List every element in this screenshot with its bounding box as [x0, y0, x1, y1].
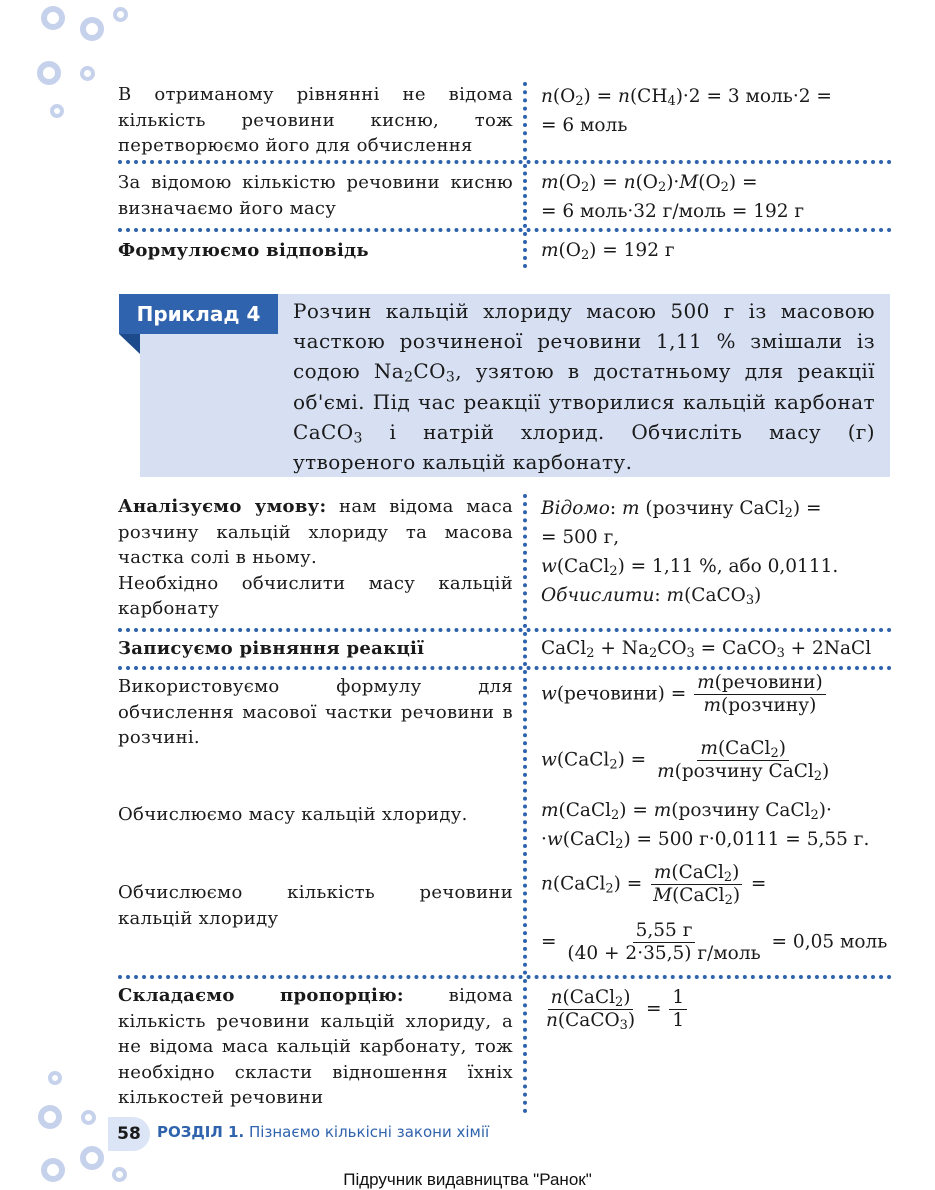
formula-line: Відомо: m (розчину CaCl$_2$) = — [541, 498, 822, 522]
formula-mass-fraction-cacl2: w(CaCl$_2$) = $\frac{m(CaCl_2)}{m(розчину CaCl_2)}$ — [541, 738, 834, 783]
fraction: $\frac{m(CaCl_2)}{m(розчину CaCl_2)}$ — [657, 738, 830, 785]
step-formula — [523, 979, 892, 1113]
bubble-decoration — [50, 104, 64, 118]
formula-line: = 500 г, — [541, 527, 620, 548]
solution-row — [118, 164, 892, 232]
bubble-decoration — [38, 1105, 62, 1129]
fraction: $\frac{1}{1}$ — [669, 987, 687, 1032]
formula-line: ·w(CaCl$_2$) = 500 г·0,0111 = 5,55 г. — [541, 829, 870, 853]
reaction-equation: CaCl$_2$ + $Na_2CO_3$ = CaCO$_3$ + 2NaCl — [541, 638, 872, 662]
bubble-decoration — [81, 1110, 96, 1125]
step-description: Складаємо пропорцію: відома кількість речовини кальцій хлориду, а не відома маса кальцій карбонату, тож необхідно скласти відношення їхніх кількостей речовини — [118, 985, 513, 1108]
step-formula — [523, 232, 892, 268]
formula-line: $m(O_2) = 192$ г — [541, 240, 675, 264]
bubble-decoration — [113, 7, 128, 22]
formula-line: w(CaCl$_2$) = 1,11 %, або 0,0111. — [541, 556, 839, 580]
formula-line: = 6 моль·32 г/моль = 192 г — [541, 201, 805, 222]
page-number: 58 — [108, 1117, 150, 1151]
step-formula — [523, 670, 892, 975]
bubble-decoration — [80, 17, 104, 41]
section-title: РОЗДІЛ 1. Пізнаємо кількісні закони хімії — [157, 1123, 490, 1141]
example-problem-text: Розчин кальцій хлориду масою 500 г із масовою часткою розчиненої речовини 1,11 % змішали із содою $Na_2CO_3$, узятою в достатньому для реакції об'ємі. Під час реакції утворилися кальцій карбонат CaCO$_3$ і натрій хлорид. Обчисліть масу (г) утвореного кальцій карбонату. — [293, 299, 875, 475]
step-formula — [523, 82, 892, 160]
solution-table-bottom — [118, 494, 892, 1113]
condition-goal: Необхідно обчислити масу кальцій карбонату — [118, 572, 513, 619]
solution-row — [118, 979, 892, 1113]
step-text: Використовуємо формулу для обчислення масової частки речовини в розчині. — [118, 676, 513, 748]
formula-line: Обчислити: m(CaCO$_3$) — [541, 585, 762, 609]
condition-analysis: Аналізуємо умову: нам відома маса розчину кальцій хлориду та масова частка солі в ньому. — [118, 496, 513, 568]
step-description — [118, 494, 523, 628]
step-text: Обчислюємо масу кальцій хлориду. — [118, 804, 468, 825]
formula-line: = 6 моль — [541, 115, 628, 136]
formula-mass-fraction: w(речовини) = $\frac{\text{m(речовини)}}{\text{m(розчину)}}$ — [541, 672, 828, 717]
step-description: В отриманому рівнянні не відома кількість речовини кисню, тож перетворюємо його для обчислення — [118, 84, 513, 156]
fraction: $\frac{\text{m(речовини)}}{\text{m(розчину)}}$ — [694, 672, 826, 717]
solution-table-top — [118, 82, 892, 268]
formula-line: $n(O_2) = n(CH_4)\cdot 2 = 3$ моль·2 = — [541, 86, 832, 110]
example-label: Приклад 4 — [119, 294, 278, 334]
step-description: Записуємо рівняння реакції — [118, 638, 425, 659]
example-label-fold — [119, 334, 140, 354]
solution-row — [118, 632, 892, 670]
bubble-decoration — [37, 61, 61, 85]
formula-amount-cacl2: n(CaCl$_2$) = $\frac{m(CaCl_2)}{M(CaCl_2)}$ = — [541, 862, 767, 909]
step-description — [118, 670, 523, 975]
solution-row — [118, 232, 892, 268]
fraction: $\frac{n(CaCl_2)}{n(CaCO_3)}$ — [546, 987, 636, 1034]
publisher-caption: Підручник видавництва "Ранок" — [343, 1170, 592, 1189]
bubble-decoration — [48, 1071, 62, 1085]
step-description: За відомою кількістю речовини кисню визначаємо його масу — [118, 172, 513, 219]
solution-row — [118, 494, 892, 632]
formula-line: $m(O_2) = n(O_2)\cdot M(O_2)$ = — [541, 172, 758, 196]
bubble-decoration — [80, 66, 95, 81]
step-formula — [523, 632, 892, 666]
formula-line: m(CaCl$_2$) = m(розчину CaCl$_2$)· — [541, 800, 832, 824]
step-description: Формулюємо відповідь — [118, 240, 369, 261]
solution-row — [118, 82, 892, 164]
bubble-decoration — [80, 1146, 104, 1170]
solution-row — [118, 670, 892, 979]
formula-proportion: $\frac{n(CaCl_2)}{n(CaCO_3)}$ = $\frac{1}{1}$ — [541, 987, 892, 1032]
step-formula — [523, 164, 892, 228]
fraction: $\frac{5,55 г}{\text{(40 + 2·35,5) г/моль}}$ — [567, 920, 761, 964]
bubble-decoration — [41, 6, 65, 30]
fraction: $\frac{m(CaCl_2)}{M(CaCl_2)}$ — [650, 862, 743, 907]
step-text: Обчислюємо кількість речовини кальцій хлориду — [118, 882, 513, 929]
formula-amount-result: = $\frac{5,55 г}{\text{(40 + 2·35,5) г/моль}}$ = 0,05 моль — [541, 920, 888, 964]
formula-mass-cacl2 — [541, 796, 869, 854]
step-formula — [523, 494, 892, 628]
